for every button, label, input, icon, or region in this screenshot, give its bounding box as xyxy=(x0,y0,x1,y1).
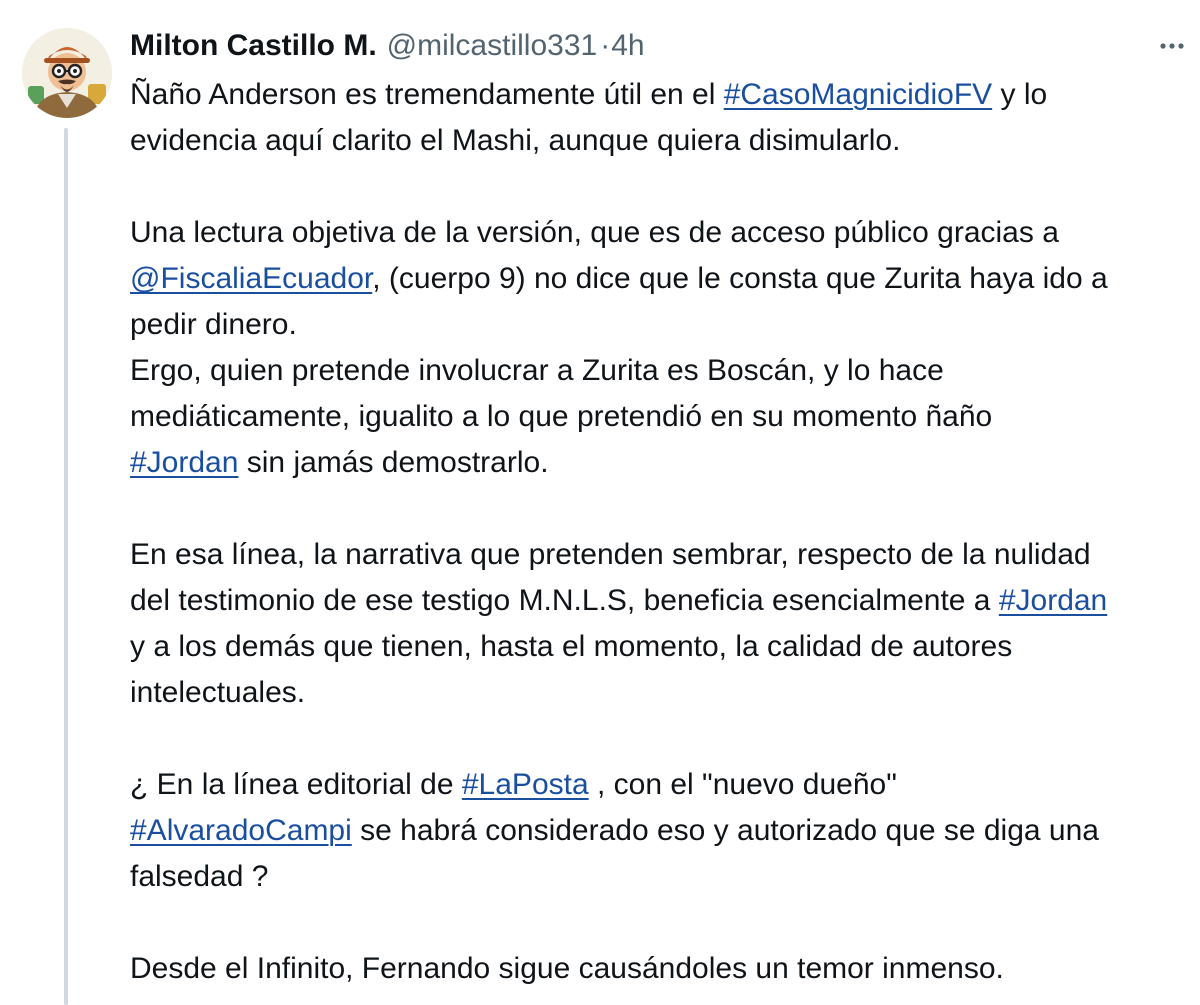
text-segment: y lo xyxy=(992,78,1048,111)
text-line xyxy=(130,72,1192,118)
text-segment: , (cuerpo 9) no dice que le consta que Zurita haya ido a xyxy=(372,262,1108,295)
author-name[interactable]: Milton Castillo M. xyxy=(130,29,377,62)
cartoon-avatar-icon xyxy=(22,28,112,118)
more-horizontal-icon xyxy=(1152,30,1192,62)
text-line: falsedad ? xyxy=(130,860,269,893)
text-segment: se habrá considerado eso y autorizado que se diga una xyxy=(351,814,1099,847)
author-handle[interactable]: @milcastillo331 xyxy=(386,29,598,62)
hashtag-link[interactable]: #Jordan xyxy=(130,446,239,479)
text-segment: ¿ En la línea editorial de xyxy=(130,768,462,801)
text-line: intelectuales. xyxy=(130,676,306,709)
text-line xyxy=(130,256,1192,302)
text-line xyxy=(130,808,1192,854)
timestamp[interactable]: 4h xyxy=(611,29,645,62)
text-line: pedir dinero. xyxy=(130,308,297,341)
dot-separator: · xyxy=(600,29,611,62)
paragraph-gap xyxy=(130,900,1192,946)
text-line: En esa línea, la narrativa que pretenden sembrar, respecto de la nulidad xyxy=(130,538,1091,571)
text-line: y a los demás que tienen, hasta el momento, la calidad de autores xyxy=(130,630,1013,663)
tweet-header xyxy=(130,24,645,68)
text-line xyxy=(130,440,1192,486)
text-segment: Ñaño Anderson es tremendamente útil en el xyxy=(130,78,724,111)
paragraph-gap xyxy=(130,716,1192,762)
text-line: Una lectura objetiva de la versión, que es de acceso público gracias a xyxy=(130,216,1059,249)
hashtag-link[interactable]: #AlvaradoCampi xyxy=(130,814,352,847)
tweet-text xyxy=(130,72,1192,992)
more-button[interactable] xyxy=(1152,30,1192,62)
paragraph-gap xyxy=(130,486,1192,532)
text-line: Ergo, quien pretende involucrar a Zurita es Boscán, y lo hace xyxy=(130,354,944,387)
hashtag-link[interactable]: #Jordan xyxy=(998,584,1108,617)
text-segment: del testimonio de ese testigo M.N.L.S, beneficia esencialmente a xyxy=(130,584,999,617)
text-line xyxy=(130,578,1192,624)
avatar[interactable] xyxy=(22,28,112,118)
text-line xyxy=(130,762,1192,808)
text-segment: , con el "nuevo dueño" xyxy=(588,768,897,801)
text-line: evidencia aquí clarito el Mashi, aunque quiera disimularlo. xyxy=(130,124,901,157)
hashtag-link[interactable]: #CasoMagnicidioFV xyxy=(723,78,993,111)
thread-line xyxy=(64,128,68,1005)
text-line: Desde el Infinito, Fernando sigue causándoles un temor inmenso. xyxy=(130,952,1004,985)
text-line: mediáticamente, igualito a lo que pretendió en su momento ñaño xyxy=(130,400,993,433)
hashtag-link[interactable]: #LaPosta xyxy=(461,768,589,801)
mention-link[interactable]: @FiscaliaEcuador xyxy=(130,262,373,295)
text-segment: sin jamás demostrarlo. xyxy=(238,446,549,479)
paragraph-gap xyxy=(130,164,1192,210)
